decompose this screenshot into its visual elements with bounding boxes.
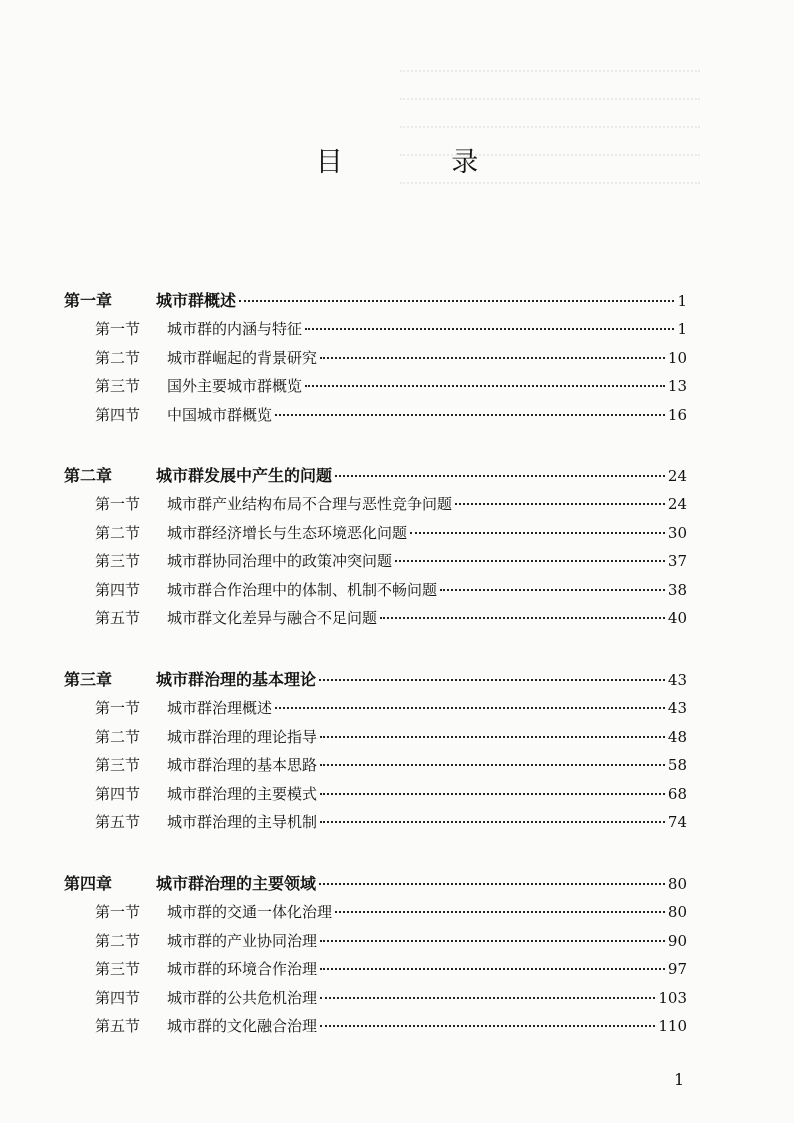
toc-section xyxy=(95,347,687,368)
section-number: 第二节 xyxy=(95,931,141,950)
toc-section xyxy=(95,522,687,543)
toc-section xyxy=(95,607,687,628)
chapter-title: 城市群发展中产生的问题 xyxy=(156,466,333,485)
section-title: 城市群治理的理论指导 xyxy=(167,727,318,746)
toc-section xyxy=(95,375,687,396)
leader-dots xyxy=(380,616,665,619)
section-page: 74 xyxy=(667,813,687,831)
section-page: 43 xyxy=(667,699,687,717)
leader-dots xyxy=(395,559,665,562)
leader-dots xyxy=(320,820,665,823)
section-page: 40 xyxy=(667,609,687,627)
section-title: 城市群的文化融合治理 xyxy=(167,1017,318,1035)
section-page: 48 xyxy=(667,727,687,746)
section-page: 37 xyxy=(667,552,687,570)
leader-dots xyxy=(455,502,665,505)
section-title: 城市群经济增长与生态环境恶化问题 xyxy=(167,523,408,542)
chapter-number: 第四章 xyxy=(64,874,113,893)
section-page: 97 xyxy=(667,960,687,978)
section-number: 第一节 xyxy=(95,320,141,338)
toc-section xyxy=(95,901,687,922)
chapter-title: 城市群概述 xyxy=(156,291,237,310)
leader-dots xyxy=(320,735,665,738)
toc-chapter xyxy=(64,463,687,486)
section-number: 第一节 xyxy=(95,495,141,513)
toc-chapter xyxy=(64,288,687,311)
section-title: 城市群治理的主要模式 xyxy=(167,784,318,803)
toc-section xyxy=(95,579,687,600)
leader-dots xyxy=(335,910,665,913)
chapter-page: 80 xyxy=(667,875,687,893)
leader-dots xyxy=(305,384,665,387)
toc-section xyxy=(95,754,687,775)
section-title: 中国城市群概览 xyxy=(167,405,273,424)
chapter-page: 24 xyxy=(667,467,687,485)
section-page: 1 xyxy=(677,320,687,338)
section-number: 第三节 xyxy=(95,552,141,570)
leader-dots xyxy=(320,996,655,999)
section-page: 110 xyxy=(658,1017,687,1035)
section-page: 24 xyxy=(667,495,687,513)
chapter-page: 43 xyxy=(667,671,687,689)
section-title: 城市群的公共危机治理 xyxy=(167,988,318,1007)
leader-dots xyxy=(320,792,665,795)
leader-dots xyxy=(320,1024,655,1027)
section-title: 城市群产业结构布局不合理与恶性竞争问题 xyxy=(167,495,453,513)
section-title: 城市群的内涵与特征 xyxy=(167,320,303,338)
chapter-title: 城市群治理的主要领域 xyxy=(156,874,317,893)
section-number: 第三节 xyxy=(95,377,141,395)
section-title: 城市群合作治理中的体制、机制不畅问题 xyxy=(167,580,438,599)
section-number: 第二节 xyxy=(95,727,141,746)
section-title: 城市群崛起的背景研究 xyxy=(167,348,318,367)
section-number: 第四节 xyxy=(95,580,141,599)
section-number: 第四节 xyxy=(95,405,141,424)
toc-section xyxy=(95,318,687,339)
leader-dots xyxy=(440,588,665,591)
leader-dots xyxy=(275,413,665,416)
chapter-number: 第三章 xyxy=(64,670,113,689)
section-number: 第四节 xyxy=(95,988,141,1007)
section-number: 第一节 xyxy=(95,903,141,921)
leader-dots xyxy=(335,474,665,477)
leader-dots xyxy=(275,706,665,709)
page-title: 目 录 xyxy=(315,147,529,178)
toc-section xyxy=(95,493,687,514)
leader-dots xyxy=(319,678,665,681)
section-page: 90 xyxy=(667,931,687,950)
toc-section xyxy=(95,987,687,1008)
toc-section xyxy=(95,404,687,425)
section-number: 第三节 xyxy=(95,756,141,774)
section-page: 103 xyxy=(658,988,687,1007)
toc-section xyxy=(95,1015,687,1036)
leader-dots xyxy=(320,939,665,942)
leader-dots xyxy=(305,327,674,330)
section-page: 13 xyxy=(667,377,687,395)
section-title: 城市群协同治理中的政策冲突问题 xyxy=(167,552,393,570)
leader-dots xyxy=(239,299,674,302)
section-title: 城市群的产业协同治理 xyxy=(167,931,318,950)
toc-section xyxy=(95,697,687,718)
toc-section xyxy=(95,958,687,979)
section-title: 城市群治理概述 xyxy=(167,699,273,717)
section-page: 10 xyxy=(667,348,687,367)
toc-section xyxy=(95,783,687,804)
leader-dots xyxy=(320,763,665,766)
section-page: 38 xyxy=(667,580,687,599)
page-number: 1 xyxy=(674,1070,685,1089)
toc-section xyxy=(95,811,687,832)
toc-section xyxy=(95,726,687,747)
toc-chapter xyxy=(64,871,687,894)
section-number: 第五节 xyxy=(95,813,141,831)
section-number: 第二节 xyxy=(95,523,141,542)
chapter-number: 第二章 xyxy=(64,466,113,485)
toc-section xyxy=(95,930,687,951)
section-title: 城市群治理的基本思路 xyxy=(167,756,318,774)
section-page: 68 xyxy=(667,784,687,803)
section-title: 城市群文化差异与融合不足问题 xyxy=(167,609,378,627)
section-title: 城市群的环境合作治理 xyxy=(167,960,318,978)
section-number: 第四节 xyxy=(95,784,141,803)
section-page: 30 xyxy=(667,523,687,542)
section-number: 第三节 xyxy=(95,960,141,978)
section-number: 第五节 xyxy=(95,609,141,627)
section-title: 国外主要城市群概览 xyxy=(167,377,303,395)
chapter-number: 第一章 xyxy=(64,291,113,310)
toc-section xyxy=(95,550,687,571)
toc-chapter xyxy=(64,667,687,690)
leader-dots xyxy=(410,531,665,534)
section-number: 第五节 xyxy=(95,1017,141,1035)
chapter-title: 城市群治理的基本理论 xyxy=(156,670,317,689)
leader-dots xyxy=(319,882,665,885)
chapter-page: 1 xyxy=(677,292,687,310)
section-page: 58 xyxy=(667,756,687,774)
section-title: 城市群的交通一体化治理 xyxy=(167,903,333,921)
leader-dots xyxy=(320,356,665,359)
section-page: 80 xyxy=(667,903,687,921)
section-number: 第一节 xyxy=(95,699,141,717)
section-page: 16 xyxy=(667,405,687,424)
section-number: 第二节 xyxy=(95,348,141,367)
section-title: 城市群治理的主导机制 xyxy=(167,813,318,831)
leader-dots xyxy=(320,967,665,970)
